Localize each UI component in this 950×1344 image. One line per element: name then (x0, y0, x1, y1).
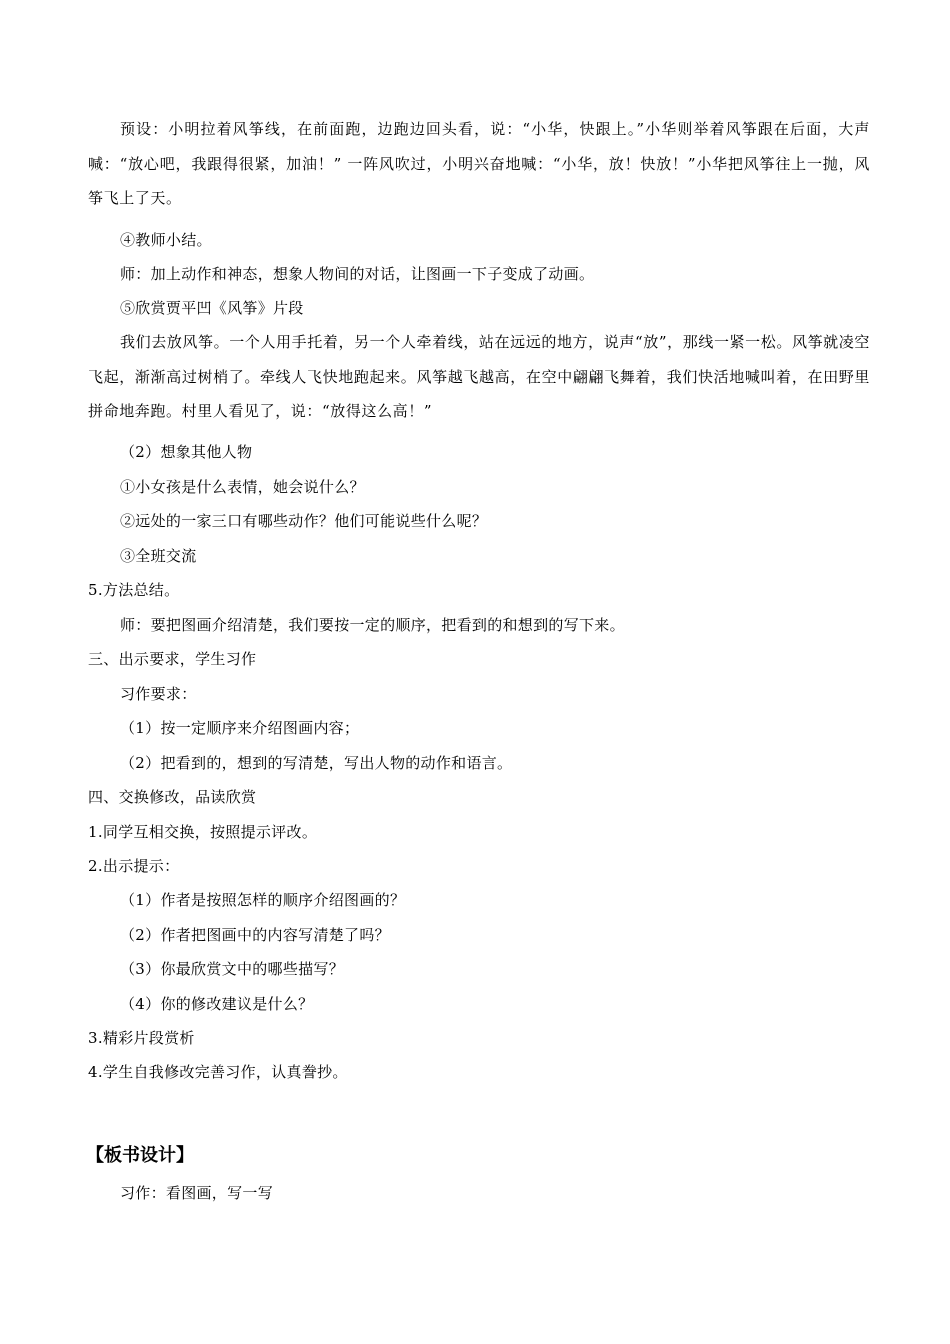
requirements-title: 习作要求： (120, 685, 197, 703)
excerpt-paragraph: 我们去放风筝。一个人用手托着，另一个人牵着线，站在远远的地方，说声“放”，那线一紧一松。风筝就凌空飞起，渐渐高过树梢了。牵线人飞快地跑起来。风筝越飞越高，在空中翩翩飞舞着，我们快活地喊叫着，在田野里拼命地奔跑。村里人看见了，说：“放得这么高！” (88, 333, 870, 420)
step-4: 4.学生自我修改完善习作，认真誊抄。 (88, 1063, 348, 1081)
board-design-heading: 【板书设计】 (86, 1145, 194, 1166)
item-appreciation-label: ⑤欣赏贾平凹《风筝》片段 (120, 299, 304, 317)
requirement-2: （2）把看到的，想到的写清楚，写出人物的动作和语言。 (120, 754, 513, 772)
imagine-others-heading: （2）想象其他人物 (120, 443, 253, 461)
section-four-heading: 四、交换修改，品读欣赏 (88, 788, 257, 806)
tip-4: （4）你的修改建议是什么？ (120, 995, 314, 1013)
question-3: ③全班交流 (120, 547, 197, 565)
tip-3: （3）你最欣赏文中的哪些描写？ (120, 960, 345, 978)
board-design-content: 习作：看图画，写一写 (120, 1184, 274, 1202)
item-teacher-summary-label: ④教师小结。 (120, 231, 212, 249)
step-1: 1.同学互相交换，按照提示评改。 (88, 823, 318, 841)
section-three-heading: 三、出示要求，学生习作 (88, 650, 257, 668)
requirement-1: （1）按一定顺序来介绍图画内容； (120, 719, 360, 737)
tip-2: （2）作者把图画中的内容写清楚了吗？ (120, 926, 390, 944)
step-2: 2.出示提示： (88, 857, 180, 875)
step-3: 3.精彩片段赏析 (88, 1029, 195, 1047)
tip-1: （1）作者是按照怎样的顺序介绍图画的？ (120, 891, 406, 909)
method-summary-heading: 5.方法总结。 (88, 581, 180, 599)
teacher-method-text: 师：要把图画介绍清楚，我们要按一定的顺序，把看到的和想到的写下来。 (120, 616, 625, 634)
preset-paragraph: 预设：小明拉着风筝线，在前面跑，边跑边回头看，说：“小华，快跟上。”小华则举着风筝跟在后面，大声喊：“放心吧，我跟得很紧，加油！” 一阵风吹过，小明兴奋地喊：“小华，放！快放！”小华把风筝往上一抛，风筝飞上了天。 (88, 120, 870, 207)
question-1: ①小女孩是什么表情，她会说什么？ (120, 478, 365, 496)
teacher-summary-text: 师：加上动作和神态，想象人物间的对话，让图画一下子变成了动画。 (120, 265, 595, 283)
question-2: ②远处的一家三口有哪些动作？他们可能说些什么呢？ (120, 512, 488, 530)
